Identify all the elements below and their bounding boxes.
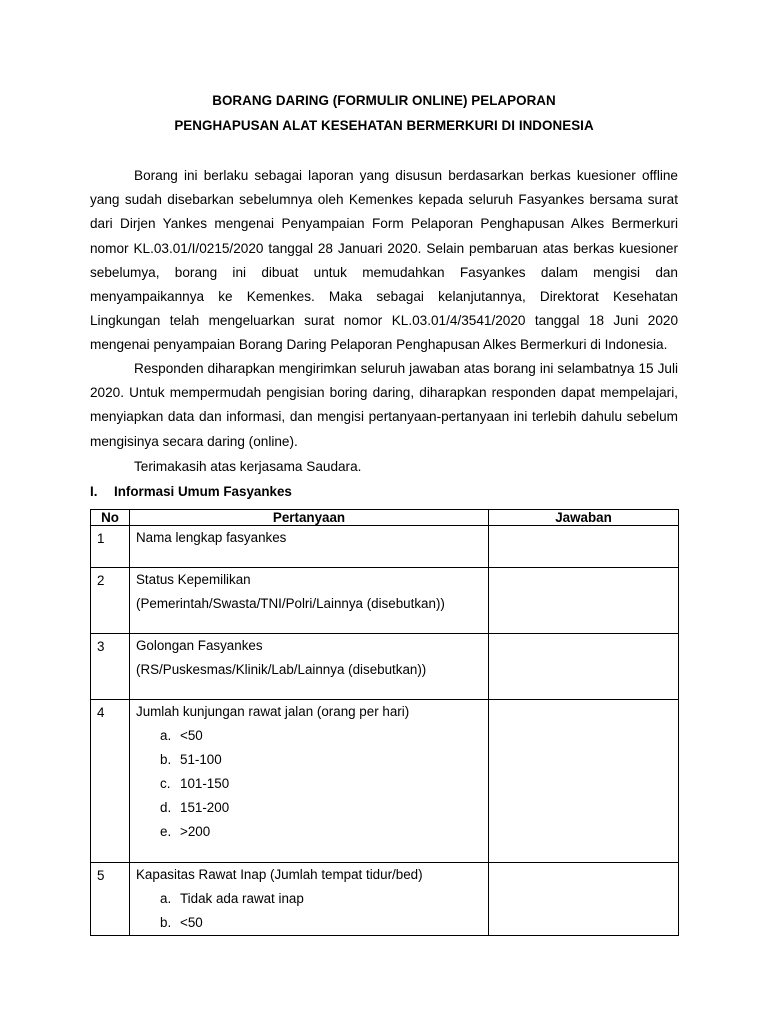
answer-cell[interactable] — [489, 700, 679, 863]
header-answer: Jawaban — [489, 510, 679, 526]
answer-cell[interactable] — [489, 568, 679, 634]
option-item — [160, 911, 488, 935]
row-question — [130, 863, 489, 936]
option-letter: e. — [160, 824, 172, 839]
table-row — [91, 634, 679, 700]
intro-paragraph-1: Borang ini berlaku sebagai laporan yang disusun berdasarkan berkas kuesioner offline yang sudah disebarkan sebelumnya oleh Kemenkes kepada seluruh Fasyankes bersama surat dari Dirjen Yankes mengenai Penyampaian Form Pelaporan Penghapusan Alkes Bermerkuri nomor KL.03.01/I/0215/2020 tanggal 28 Januari 2020. Selain pembaruan atas berkas kuesioner sebelumya, borang ini dibuat untuk memudahkan Fasyankes dalam mengisi dan menyampaikannya ke Kemenkes. Maka sebagai kelanjutannya, Direktorat Kesehatan Lingkungan telah mengeluarkan surat nomor KL.03.01/4/3541/2020 tanggal 18 Juni 2020 mengenai penyampaian Borang Daring Pelaporan Penghapusan Alkes Bermerkuri di Indonesia. — [90, 168, 678, 353]
option-item — [160, 796, 488, 820]
option-letter: b. — [160, 752, 172, 767]
table-header-row — [91, 510, 679, 526]
row-question — [130, 526, 489, 568]
row-question — [130, 568, 489, 634]
section-title: Informasi Umum Fasyankes — [114, 484, 292, 499]
option-text: 101-150 — [180, 776, 230, 791]
row-question — [130, 700, 489, 863]
row-number: 3 — [91, 634, 130, 700]
document-title-line-1: BORANG DARING (FORMULIR ONLINE) PELAPORAN — [212, 93, 556, 108]
row-question — [130, 634, 489, 700]
answer-cell[interactable] — [489, 526, 679, 568]
row-number: 5 — [91, 863, 130, 936]
option-item — [160, 887, 488, 911]
question-text: Nama lengkap fasyankes — [136, 530, 287, 545]
questionnaire-table — [90, 509, 679, 936]
option-text: >200 — [180, 824, 211, 839]
question-text: Status Kepemilikan — [136, 572, 251, 587]
option-text: 51-100 — [180, 752, 222, 767]
row-number: 2 — [91, 568, 130, 634]
option-letter: b. — [160, 915, 172, 930]
option-letter: a. — [160, 891, 172, 906]
row-number: 1 — [91, 526, 130, 568]
option-letter: d. — [160, 800, 172, 815]
option-item — [160, 820, 488, 844]
intro-paragraph-3: Terimakasih atas kerjasama Saudara. — [134, 459, 362, 474]
table-row — [91, 700, 679, 863]
question-note: (RS/Puskesmas/Klinik/Lab/Lainnya (disebutkan)) — [136, 662, 427, 677]
answer-cell[interactable] — [489, 634, 679, 700]
intro-paragraph-2: Responden diharapkan mengirimkan seluruh jawaban atas borang ini selambatnya 15 Juli 2020. Untuk mempermudah pengisian boring daring, diharapkan responden dapat mempelajari, menyiapkan data dan informasi, dan mengisi pertanyaan-pertanyaan ini terlebih dahulu sebelum mengisinya secara daring (online). — [90, 361, 678, 449]
option-item — [160, 748, 488, 772]
answer-cell[interactable] — [489, 863, 679, 936]
question-text: Jumlah kunjungan rawat jalan (orang per hari) — [136, 704, 410, 719]
question-text: Kapasitas Rawat Inap (Jumlah tempat tidur/bed) — [136, 867, 423, 882]
section-heading — [90, 484, 292, 499]
question-note: (Pemerintah/Swasta/TNI/Polri/Lainnya (disebutkan)) — [136, 596, 445, 611]
option-text: <50 — [180, 728, 203, 743]
option-text: <50 — [180, 915, 203, 930]
document-title-line-2: PENGHAPUSAN ALAT KESEHATAN BERMERKURI DI INDONESIA — [174, 118, 594, 133]
option-item — [160, 724, 488, 748]
table-row — [91, 863, 679, 936]
option-letter: a. — [160, 728, 172, 743]
table-row — [91, 568, 679, 634]
option-text: 151-200 — [180, 800, 230, 815]
header-no: No — [91, 510, 130, 526]
section-number: I. — [90, 484, 98, 499]
row-number: 4 — [91, 700, 130, 863]
option-item — [160, 772, 488, 796]
header-question: Pertanyaan — [130, 510, 489, 526]
option-letter: c. — [160, 776, 171, 791]
table-row — [91, 526, 679, 568]
option-text: Tidak ada rawat inap — [180, 891, 304, 906]
question-text: Golongan Fasyankes — [136, 638, 263, 653]
